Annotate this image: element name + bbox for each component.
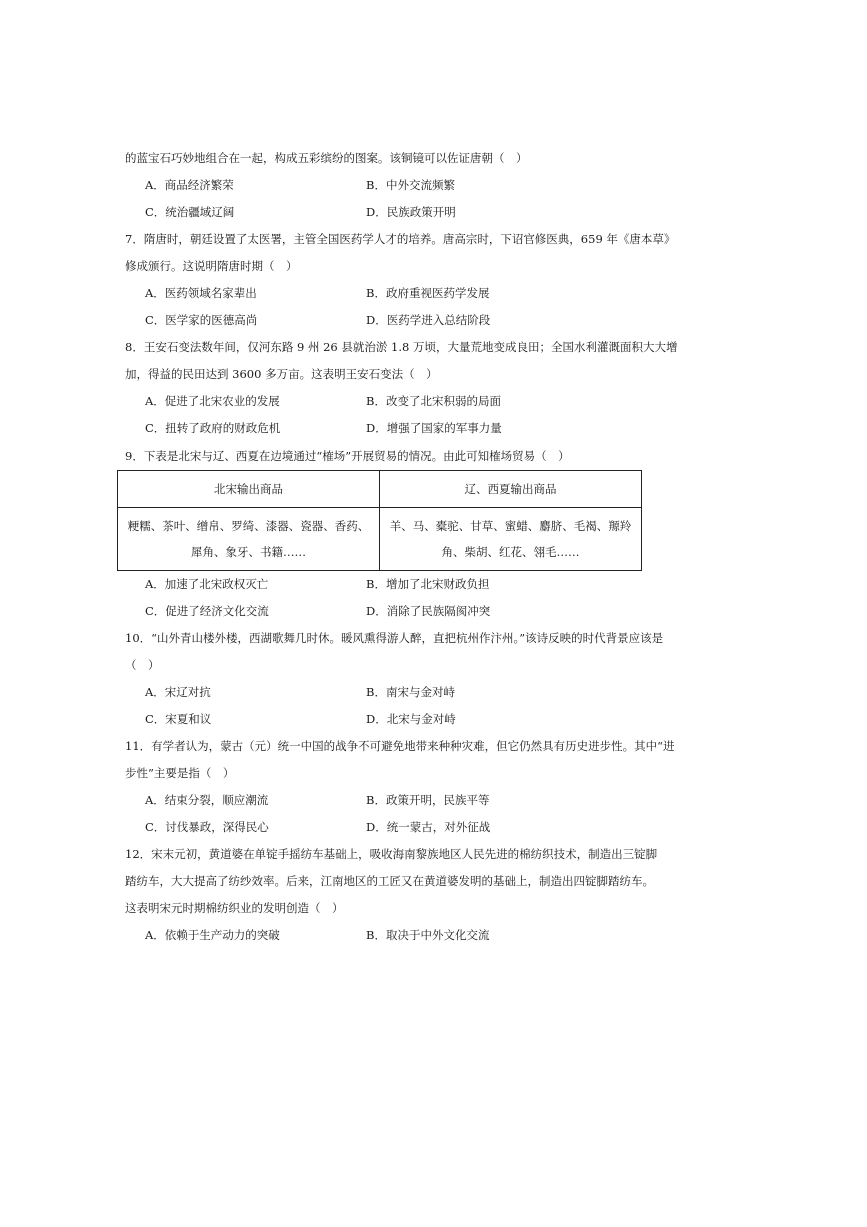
q10-option-a: A．宋辽对抗 bbox=[145, 685, 211, 699]
q8-option-d: D．增强了国家的军事力量 bbox=[366, 421, 502, 435]
q8-option-c: C．扭转了政府的财政危机 bbox=[145, 421, 281, 435]
q11-option-d: D．统一蒙古，对外征战 bbox=[366, 820, 491, 834]
table-header-song: 北宋输出商品 bbox=[118, 471, 380, 508]
q9-option-d: D．消除了民族隔阂冲突 bbox=[366, 604, 491, 618]
q8-option-a: A．促进了北宋农业的发展 bbox=[145, 394, 280, 408]
q12-stem-line1: 12．宋末元初，黄道婆在单锭手摇纺车基础上，吸收海南黎族地区人民先进的棉纺织技术，制造出三锭脚 bbox=[125, 847, 658, 861]
q6-stem: 的蓝宝石巧妙地组合在一起，构成五彩缤纷的图案。该铜镜可以佐证唐朝（ ） bbox=[125, 151, 528, 165]
q8-stem-line1: 8．王安石变法数年间，仅河东路 9 州 26 县就治淤 1.8 万顷，大量荒地变成良田；全国水利灌溉面积大大增 bbox=[125, 340, 678, 354]
trade-table bbox=[117, 470, 642, 571]
q11-stem-line1: 11．有学者认为，蒙古（元）统一中国的战争不可避免地带来种种灾难，但它仍然具有历史进步性。其中“进 bbox=[125, 739, 675, 753]
liao-goods-line2: 角、柴胡、红花、翎毛…… bbox=[441, 545, 580, 559]
q11-option-a: A．结束分裂，顺应潮流 bbox=[145, 793, 269, 807]
q8-stem-line2: 加，得益的民田达到 3600 多万亩。这表明王安石变法（ ） bbox=[125, 367, 438, 381]
q11-option-c: C．讨伐暴政，深得民心 bbox=[145, 820, 269, 834]
song-goods-line1: 粳糯、茶叶、缯帛、罗绮、漆器、瓷器、香药、 bbox=[127, 519, 370, 533]
q7-option-b: B．政府重视医药学发展 bbox=[366, 286, 490, 300]
table-cell-song-goods bbox=[118, 508, 380, 571]
q10-option-c: C．宋夏和议 bbox=[145, 712, 212, 726]
q7-stem-line2: 修成颁行。这说明隋唐时期（ ） bbox=[125, 259, 298, 273]
q9-option-c: C．促进了经济文化交流 bbox=[145, 604, 269, 618]
table-header-liao-xixia: 辽、西夏输出商品 bbox=[380, 471, 642, 508]
q10-option-b: B．南宋与金对峙 bbox=[366, 685, 455, 699]
q7-stem-line1: 7．隋唐时，朝廷设置了太医署，主管全国医药学人才的培养。唐高宗时，下诏官修医典，659 年《唐本草》 bbox=[125, 232, 676, 246]
q10-stem-line2: （ ） bbox=[125, 658, 160, 672]
q6-option-b: B．中外交流频繁 bbox=[366, 178, 455, 192]
q6-option-d: D．民族政策开明 bbox=[366, 205, 456, 219]
table-cell-liao-xixia-goods bbox=[380, 508, 642, 571]
liao-goods-line1: 羊、马、橐驼、甘草、蜜蜡、麝脐、毛褐、羱羚 bbox=[389, 519, 632, 533]
q7-option-d: D．医药学进入总结阶段 bbox=[366, 313, 491, 327]
q11-stem-line2: 步性”主要是指（ ） bbox=[125, 766, 235, 780]
q6-option-c: C．统治疆域辽阔 bbox=[145, 205, 235, 219]
q6-option-a: A．商品经济繁荣 bbox=[145, 178, 234, 192]
q9-stem: 9．下表是北宋与辽、西夏在边境通过“榷场”开展贸易的情况。由此可知榷场贸易（ ） bbox=[125, 449, 570, 463]
q11-option-b: B．政策开明，民族平等 bbox=[366, 793, 490, 807]
q12-stem-line3: 这表明宋元时期棉纺织业的发明创造（ ） bbox=[125, 901, 344, 915]
q12-stem-line2: 踏纺车，大大提高了纺纱效率。后来，江南地区的工匠又在黄道婆发明的基础上，制造出四锭脚踏纺车。 bbox=[125, 874, 654, 888]
q10-stem-line1: 10．“山外青山楼外楼，西湖歌舞几时休。暖风熏得游人醉，直把杭州作汴州。”该诗反映的时代背景应该是 bbox=[125, 631, 664, 645]
q8-option-b: B．改变了北宋积弱的局面 bbox=[366, 394, 501, 408]
q10-option-d: D．北宋与金对峙 bbox=[366, 712, 456, 726]
q7-option-c: C．医学家的医德高尚 bbox=[145, 313, 258, 327]
q12-option-a: A．依赖于生产动力的突破 bbox=[145, 928, 280, 942]
q7-option-a: A．医药领域名家辈出 bbox=[145, 286, 257, 300]
q9-option-b: B．增加了北宋财政负担 bbox=[366, 577, 490, 591]
q12-option-b: B．取决于中外文化交流 bbox=[366, 928, 490, 942]
song-goods-line2: 犀角、象牙、书籍…… bbox=[191, 545, 306, 559]
q9-option-a: A．加速了北宋政权灭亡 bbox=[145, 577, 269, 591]
